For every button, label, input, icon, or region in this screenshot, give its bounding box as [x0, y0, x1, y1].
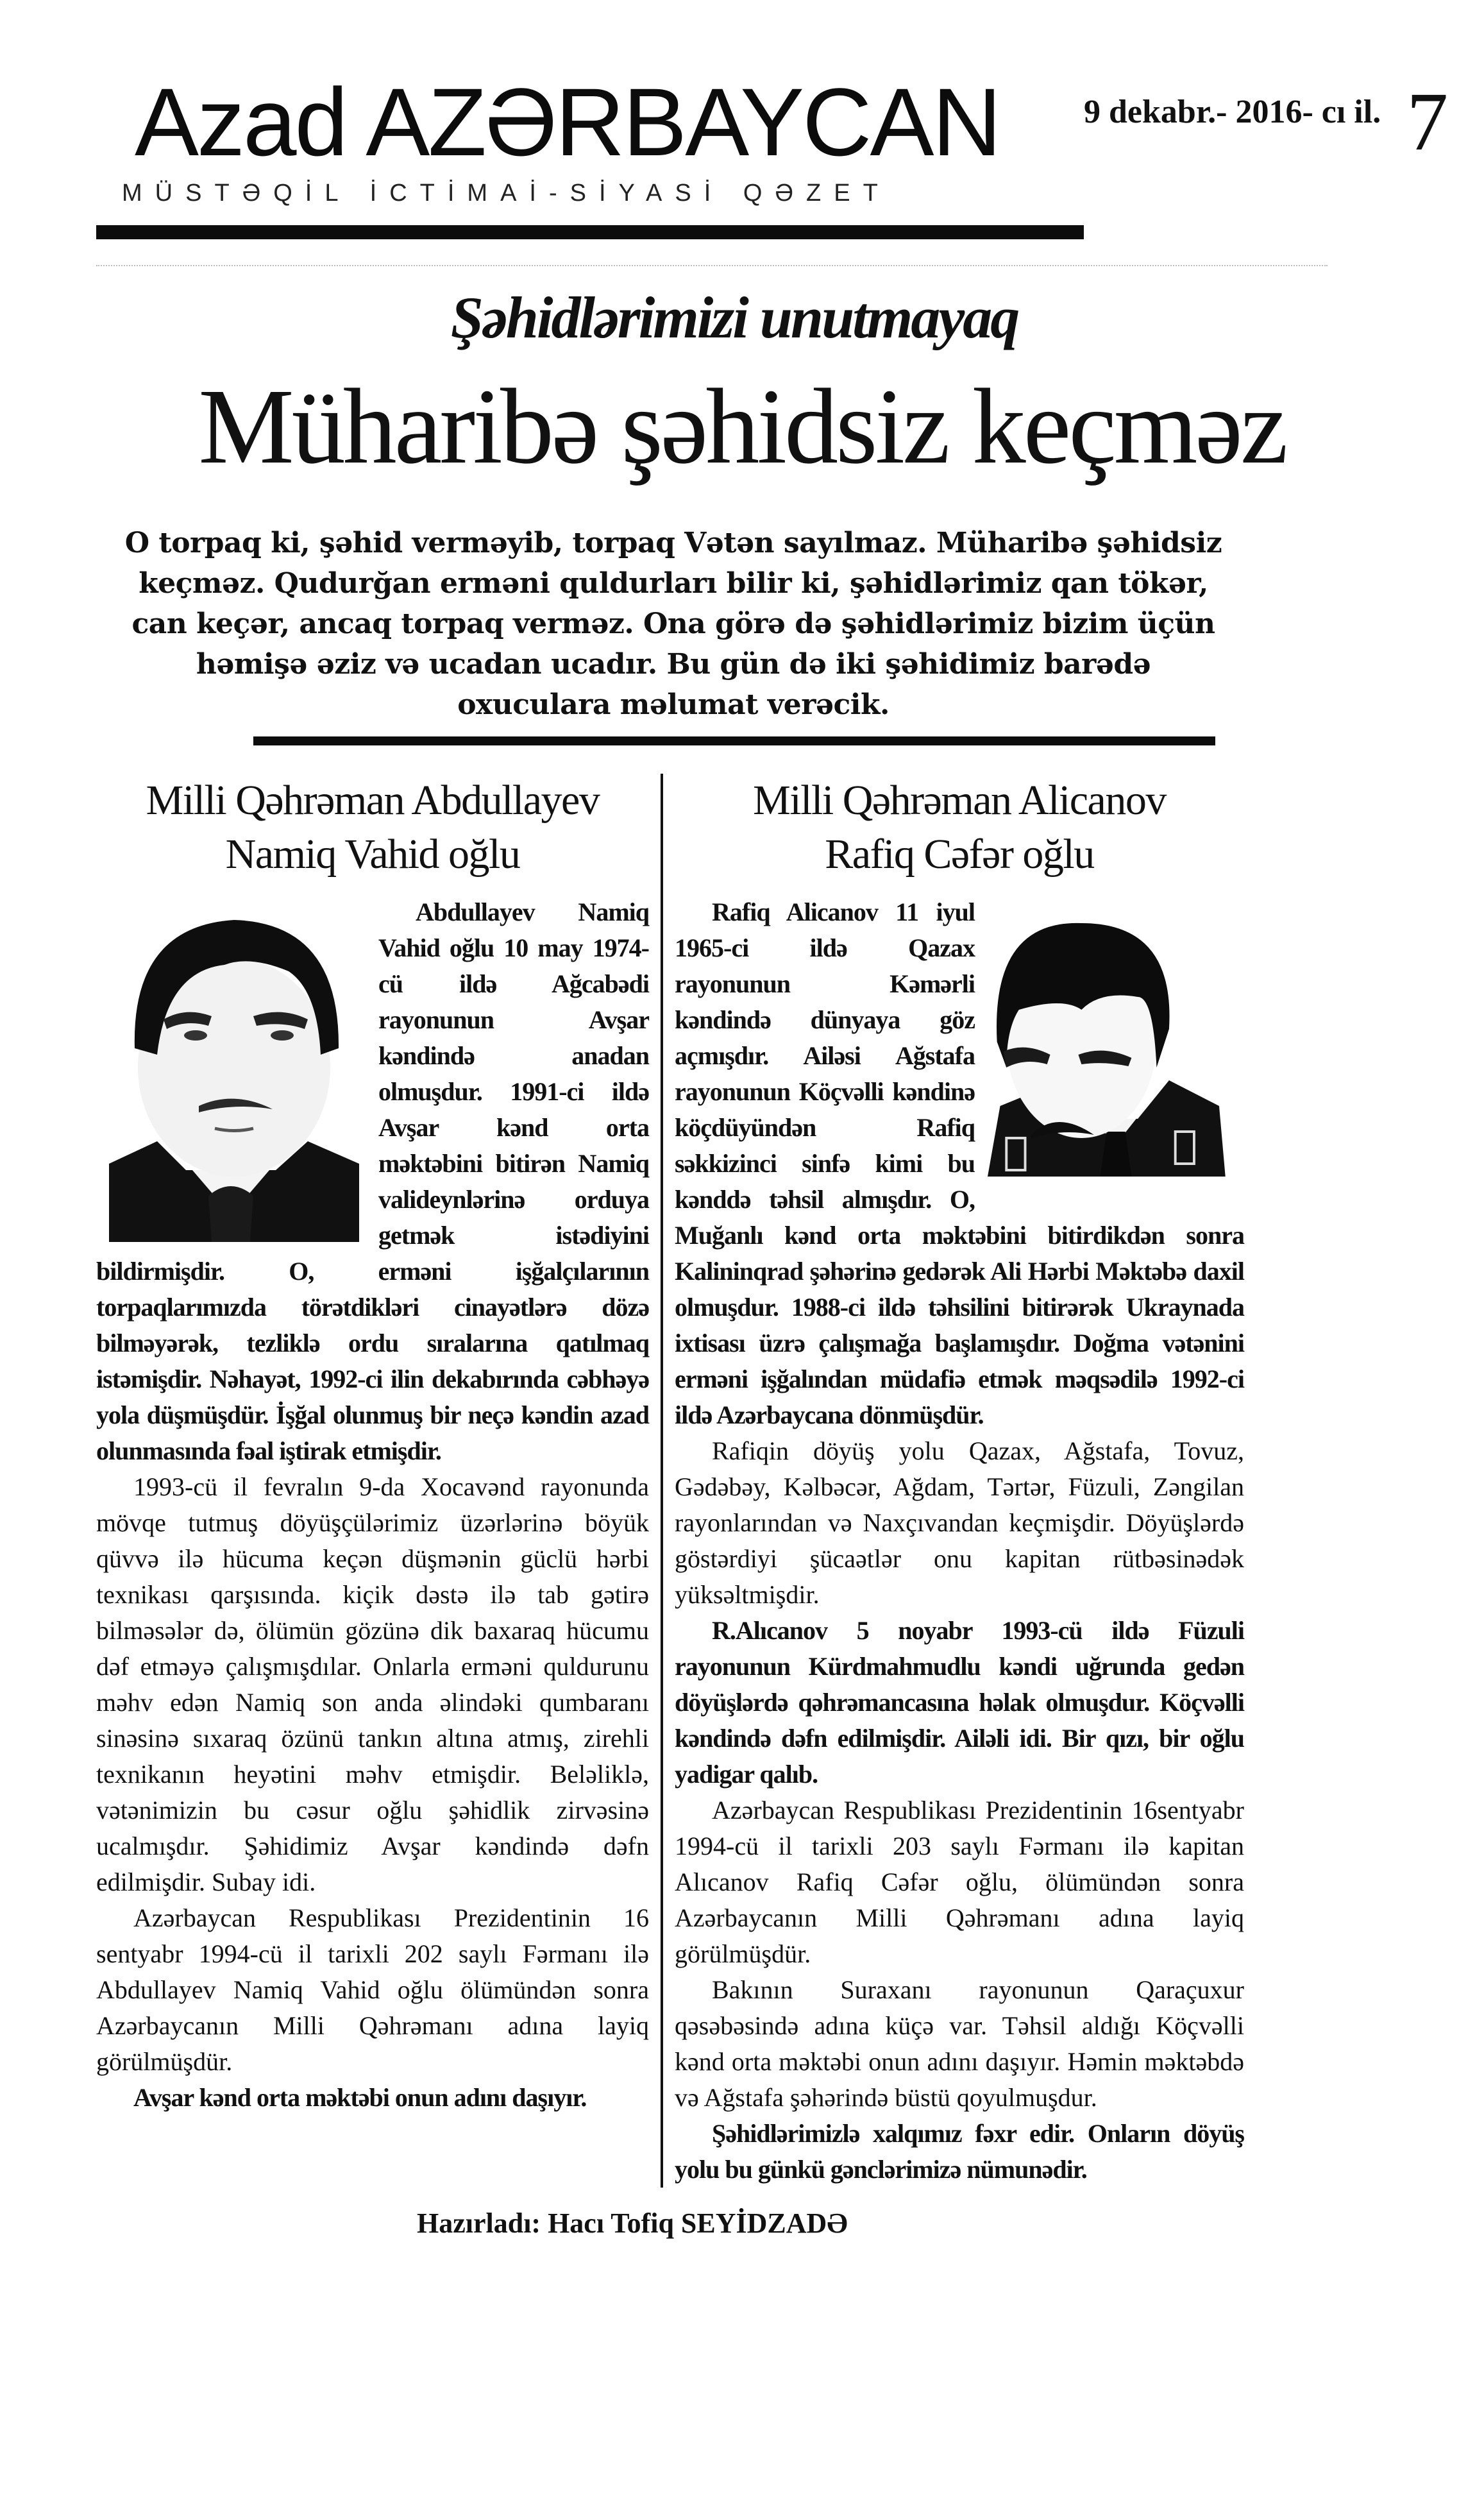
left-body-text — [96, 894, 649, 2116]
newspaper-tagline: MÜSTƏQİL İCTİMAİ-SİYASİ QƏZET — [122, 180, 891, 207]
left-intro-text: Abdullayev Namiq Vahid oğlu 10 may 1974-cü ildə Ağcabədi rayonunun Avşar kəndində anadan olmuşdur. 1991-ci ildə Avşar kənd orta məktəbini bitirən Namiq valideynlərinə orduya — [378, 897, 649, 1214]
article-lead: O torpaq ki, şəhid verməyib, torpaq Vətən sayılmaz. Müharibə şəhidsiz keçməz. Qudurğan erməni quldurları bilir ki, şəhidlərimiz qan tökər, can keçər, ancaq torpaq verməz. Ona görə də şəhidlərimiz bizim üçün həmişə əziz və ucadan ucadır. Bu gün də iki şəhidimiz barədə oxuculara məlumat verəcik. — [124, 527, 1222, 721]
masthead-left — [96, 68, 1084, 239]
portrait-photo-uniform-icon — [988, 901, 1244, 1177]
right-paragraph-2: Rafiqin döyüş yolu Qazax, Ağstafa, Tovuz, Gədəbəy, Kəlbəcər, Ağdam, Tərtər, Füzuli, Zəngilan rayonlarından və Naxçıvandan keçmişdir. Döyüşlərdə göstərdiyi şücaətlər onu kapitan rütbəsinədək yüksəltmişdir. — [675, 1436, 1244, 1609]
right-paragraph-4: Azərbaycan Respublikası Prezidentinin 16sentyabr 1994-cü il tarixli 203 saylı Fərmanı ilə kapitan Alıcanov Rafiq Cəfər oğlu, ölümündən sonra Azərbaycanın Milli Qəhrəmanı adına layiq görülmüşdür. — [675, 1796, 1244, 1968]
left-paragraph-4: Avşar kənd orta məktəbi onun adını daşıyır. — [133, 2083, 587, 2112]
lead-rule — [253, 736, 1215, 745]
left-title-line1: Milli Qəhrəman Abdullayev — [146, 777, 600, 824]
left-continuation-paragraph: getmək istədiyini bildirmişdir. O, erməni işğalçılarının torpaqlarımızda törətdikləri cinayətlərə dözə bilməyərək, tezliklə ordu sıralarına qatılmaq istəmişdir. Nəhayət, 1992-ci ilin dekabırında cəbhəyə yola düşmüşdür. İşğal olunmuş bir neçə kəndin azad olunmasında fəal iştirak etmişdir. — [96, 1221, 649, 1465]
masthead — [96, 68, 1449, 239]
left-paragraph-3: Azərbaycan Respublikası Prezidentinin 16 sentyabr 1994-cü il tarixli 202 saylı Fərmanı ilə Abdullayev Namiq Vahid oğlu ölümündən sonra Azərbaycanın Milli Qəhrəmanı adına layiq görülmüşdür. — [96, 1903, 649, 2076]
article-headline: Müharibə şəhidsiz keçməz — [198, 367, 1286, 486]
left-title-line2: Namiq Vahid oğlu — [225, 831, 520, 878]
right-column-title — [675, 774, 1244, 881]
separator-line — [96, 265, 1328, 266]
right-paragraph-3: R.Alıcanov 5 noyabr 1993-cü ildə Füzuli rayonunun Kürdmahmudlu kəndi uğrunda gedən döyüşlərdə qəhrəmancasına həlak olmuşdur. Köçvəlli kəndində dəfn edilmişdir. Ailəli idi. Bir qızı, bir oğlu yadigar qalıb. — [675, 1616, 1244, 1789]
masthead-rule — [96, 225, 1084, 239]
right-title-line2: Rafiq Cəfər oğlu — [825, 831, 1094, 878]
page-number: 7 — [1406, 76, 1449, 168]
right-intro-text: Rafiq Alicanov 11 iyul 1965-ci ildə Qazax rayonunun Kəmərli kəndində dünyaya göz açmışdır. Ailəsi Ağstafa rayonunun Köçvəlli kəndinə köçdüyündən Rafiq səkkizinci sinfə kimi bu kənddə təhsil almışdır. O, Muğanlı kənd — [675, 897, 975, 1250]
article-byline: Hazırladı: Hacı Tofiq SEYİDZADƏ — [417, 2207, 848, 2239]
article-columns — [96, 774, 1244, 2188]
issue-date: 9 dekabr.- 2016- cı il. — [1084, 94, 1381, 130]
newspaper-title: Azad AZƏRBAYCAN — [135, 68, 1000, 176]
left-column — [96, 774, 661, 2188]
article-kicker: Şəhidlərimizi unutmayaq — [450, 285, 1018, 350]
right-column — [663, 774, 1244, 2188]
left-column-title — [96, 774, 649, 881]
left-paragraph-2: 1993-cü il fevralın 9-da Xocavənd rayonunda mövqe tutmuş döyüşçülərimiz üzərlərinə böyük qüvvə ilə hücuma keçən düşmənin güclü hərbi texnikası qarşısında. kiçik dəstə ilə tab gətirə bilməsələr də, ölümün gözünə dik baxaraq hücumu dəf etməyə çalışmışdılar. Onlarla erməni quldurunu məhv edən Namiq son anda əlindəki qumbaranı sinəsinə sıxaraq özünü tankın altına atmış, zirehli texnikanın heyətini məhv etmişdir. Beləliklə, vətənimizin bu cəsur oğlu şəhidlik zirvəsinə ucalmışdır. Şəhidimiz Avşar kəndində dəfn edilmişdir. Subay idi. — [96, 1472, 649, 1896]
masthead-right — [1084, 71, 1449, 168]
right-paragraph-6: Şəhidlərimizlə xalqımız fəxr edir. Onların döyüş yolu bu günkü gənclərimizə nümunədir. — [675, 2119, 1244, 2184]
right-paragraph-5: Bakının Suraxanı rayonunun Qaraçuxur qəsəbəsində adına küçə var. Təhsil aldığı Köçvəlli kənd orta məktəbi onun adını daşıyır. Həmin məktəbdə və Ağstafa şəhərində büstü qoyulmuşdur. — [675, 1975, 1244, 2112]
right-continuation-paragraph: orta məktəbini bitirdikdən sonra Kalininqrad şəhərinə gedərək Ali Hərbi Məktəbə daxil olmuşdur. 1988-ci ildə təhsilini bitirərək Ukraynada ixtisası üzrə çalışmağa başlamışdır. Doğma vətənini erməni işğalından müdafiə etmək məqsədilə 1992-ci ildə Azərbaycana dönmüşdür. — [675, 1221, 1245, 1429]
right-body-text — [675, 894, 1244, 2188]
right-title-line1: Milli Qəhrəman Alicanov — [753, 777, 1166, 824]
portrait-photo-icon — [96, 894, 366, 1242]
